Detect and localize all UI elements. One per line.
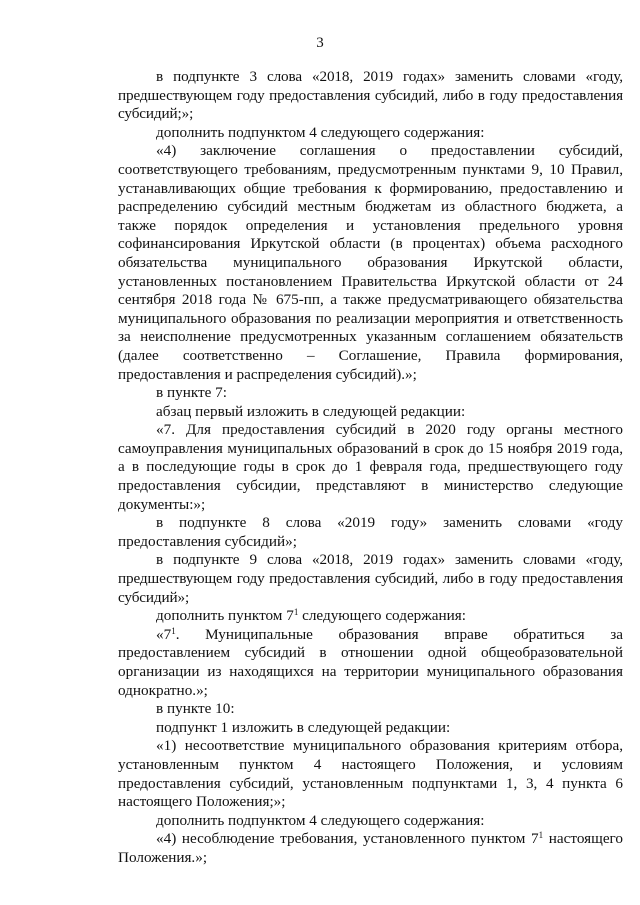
superscript-marker: 1 <box>293 607 299 618</box>
paragraph-text-before: «4) несоблюдение требования, установленного пунктом 7 <box>156 830 539 848</box>
paragraph-text-after: следующего содержания: <box>298 607 466 625</box>
paragraph-point-7: в пункте 7: <box>156 384 227 402</box>
page-number: 3 <box>316 35 324 51</box>
paragraph-subpoint-8-replace: в подпункте 8 слова «2019 году» заменить словами «году предоставления субсидий»; <box>118 514 623 550</box>
paragraph-text-after: . Муниципальные образования вправе обратиться за предоставлением субсидий в отношении одной общеобразовательной организации из находящихся на территории муниципального образования однократно.»; <box>118 625 623 699</box>
paragraph-point-7-text: «7. Для предоставления субсидий в 2020 году органы местного самоуправления муниципальных образований в срок до 15 ноября 2019 года, а в последующие годы в срок до 1 февраля года, предшествующего году предоставления субсидии, представляют в министерство следующие документы:»; <box>118 421 623 513</box>
paragraph-subpoint-3-replace: в подпункте 3 слова «2018, 2019 годах» заменить словами «году, предшествующем году предоставления субсидий, либо в году предоставления субсидий;»; <box>118 68 623 123</box>
paragraph-add-point-7-1 <box>118 607 623 626</box>
paragraph-subpoint-1-edit: подпункт 1 изложить в следующей редакции: <box>156 718 451 736</box>
superscript-marker: 1 <box>538 830 544 841</box>
paragraph-text-before: «7 <box>156 625 172 643</box>
paragraph-subpoint-1-text: «1) несоответствие муниципального образования критериям отбора, установленным пунктом 4 настоящего Положения, и условиям предоставления субсидий, установленным подпунктами 1, 3, 4 пункта 6 настоящего Положения;»; <box>118 737 623 811</box>
paragraph-add-subpoint-4-second: дополнить подпунктом 4 следующего содержания: <box>156 811 485 829</box>
paragraph-subpoint-4-second-text <box>118 830 623 867</box>
paragraph-subpoint-4-text: «4) заключение соглашения о предоставлении субсидий, соответствующего требованиям, предусмотренным пунктами 9, 10 Правил, устанавливающих общие требования к формированию, предоставлению и распределению субсидий местным бюджетам из областного бюджета, а также порядок определения и установления предельного уровня софинансирования Иркутской области (в процентах) объема расходного обязательства муниципального образования Иркутской области, установленных постановлением Правительства Иркутской области от 24 сентября 2018 года № 675-пп, а также предусматривающего обязательства муниципального образования по реализации мероприятия и ответственность за неисполнение предусмотренных указанным соглашением обязательств (далее соответственно – Соглашение, Правила формирования, предоставления и распределения субсидий).»; <box>118 142 623 383</box>
paragraph-first-abzac: абзац первый изложить в следующей редакции: <box>156 402 466 420</box>
paragraph-point-10: в пункте 10: <box>156 700 235 718</box>
superscript-marker: 1 <box>171 625 176 636</box>
paragraph-point-7-1-text <box>118 626 623 700</box>
document-body <box>118 68 623 868</box>
paragraph-text-before: дополнить пунктом 7 <box>156 607 294 625</box>
paragraph-subpoint-9-replace: в подпункте 9 слова «2018, 2019 годах» заменить словами «году, предшествующем году предоставления субсидий, либо в году предоставления субсидий»; <box>118 551 623 606</box>
paragraph-text-after: настоящего Положения.»; <box>118 830 624 866</box>
paragraph-add-subpoint-4: дополнить подпунктом 4 следующего содержания: <box>156 123 485 141</box>
